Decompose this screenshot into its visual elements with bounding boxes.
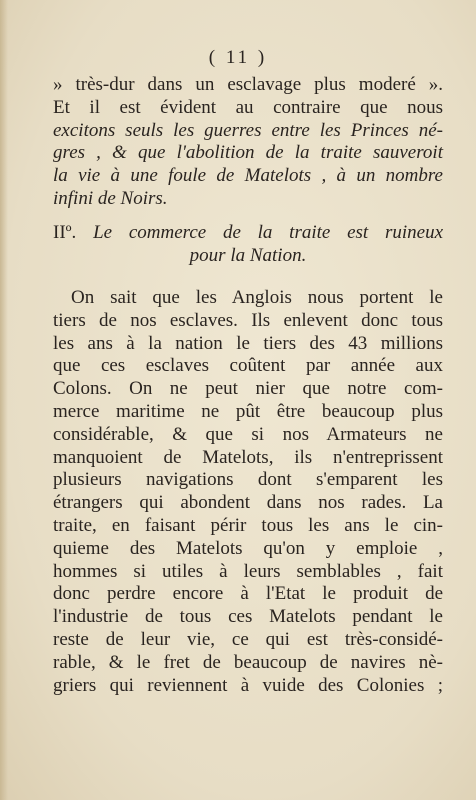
text-line: griers qui reviennent à vuide des Colonies ; [53, 674, 443, 696]
text-line: traite, en faisant périr tous les ans le cin- [53, 514, 443, 536]
text-line: Et il est évident au contraire que nous [53, 96, 443, 118]
text-line: Colons. On ne peut nier que notre com- [53, 378, 443, 400]
text-line: gres , & que l'abolition de la traite sauveroit [53, 142, 443, 164]
section-heading-line1 [53, 222, 443, 245]
page-number: ( 11 ) [208, 47, 268, 68]
text-line: On sait que les Anglois nous portent le [71, 287, 443, 308]
text-line: merce maritime ne pût être beaucoup plus [53, 400, 443, 422]
text-line: hommes si utiles à leurs semblables , fait [53, 560, 443, 582]
paragraph-continuation [53, 74, 443, 211]
section-number: IIº. [53, 222, 77, 243]
text-line: étrangers qui abondent dans nos rades. La [53, 492, 443, 514]
section-title-line2: pour la Nation. [189, 244, 307, 266]
section-title-line1: Le commerce de la traite est ruineux [93, 222, 444, 243]
text-line: rable, & le fret de beaucoup de navires nè- [53, 651, 443, 673]
text-line: excitons seuls les guerres entre les Princes né- [53, 119, 443, 141]
text-line: les ans à la nation le tiers des 43 millions [53, 332, 443, 354]
text-line: considérable, & que si nos Armateurs ne [53, 423, 443, 445]
text-line: que ces esclaves coûtent par année aux [53, 355, 443, 377]
text-line: » très-dur dans un esclavage plus moderé ». [53, 74, 443, 95]
text-line: reste de leur vie, ce qui est très-considé- [53, 628, 443, 650]
text-line: quieme des Matelots qu'on y emploie , [53, 537, 443, 559]
text-line: donc perdre encore à l'Etat le produit de [53, 583, 443, 605]
page-spine-shadow [0, 0, 8, 800]
text-line: l'industrie de tous ces Matelots pendant le [53, 606, 443, 628]
text-line: manquoient de Matelots, ils n'entreprissent [53, 446, 443, 468]
text-line: la vie à une foule de Matelots , à un nombre [53, 165, 443, 187]
section-heading [53, 222, 443, 268]
text-line: tiers de nos esclaves. Ils enlevent donc tous [53, 309, 443, 331]
text-line: infini de Noirs. [53, 187, 168, 209]
text-line: plusieurs navigations dont s'emparent les [53, 469, 443, 491]
paragraph-main [53, 287, 443, 697]
